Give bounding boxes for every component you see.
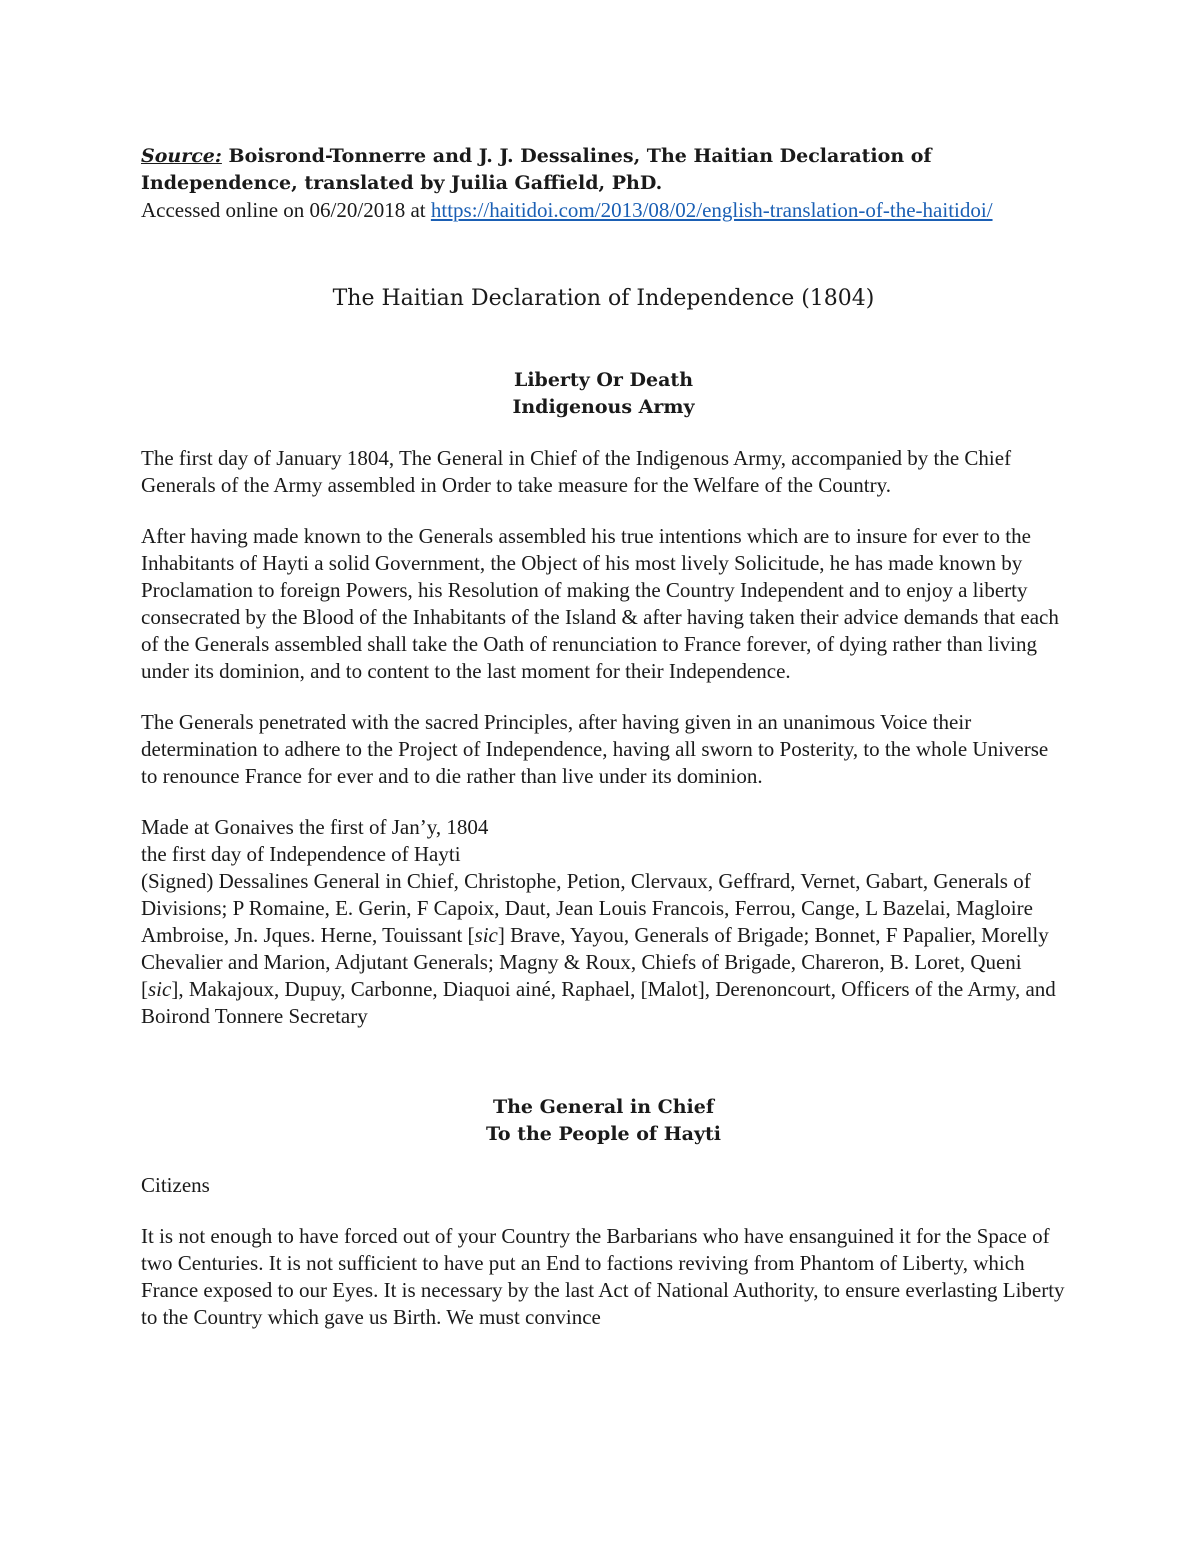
section-2-heading	[141, 1094, 1066, 1148]
source-citation-text: Boisrond-Tonnerre and J. J. Dessalines, The Haitian Declaration of Independence, translated by Juilia Gaffield, PhD.	[141, 145, 932, 194]
first-day-line: the first day of Independence of Hayti	[141, 842, 461, 866]
accessed-text: Accessed online on 06/20/2018 at	[141, 198, 431, 222]
heading-liberty-or-death: Liberty Or Death	[513, 369, 694, 391]
source-citation	[141, 143, 1066, 225]
sic-note: sic	[474, 923, 498, 947]
paragraph: The first day of January 1804, The General in Chief of the Indigenous Army, accompanied by the Chief Generals of the Army assembled in Order to take measure for the Welfare of the Country.	[141, 446, 1012, 497]
paragraph: It is not enough to have forced out of your Country the Barbarians who have ensanguined it for the Space of two Centuries. It is not sufficient to have put an End to factions reviving from Phantom of Liberty, which France exposed to our Eyes. It is necessary by the last Act of National Authority, to ensure everlasting Liberty to the Country which gave us Birth. We must convince	[141, 1224, 1065, 1329]
document-page	[141, 143, 1066, 1331]
signatories: (Signed) Dessalines General in Chief, Christophe, Petion, Clervaux, Geffrard, Vernet, Gabart, Generals of Divisions; P Romaine, E. Gerin, F Capoix, Daut, Jean Louis Francois, Ferrou, Cange, L Bazelai, Magloire Ambroise, Jn. Jques. Herne, Touissant [sic] Brave, Yayou, Generals of Brigade; Bonnet, F Papalier, Morelly Chevalier and Marion, Adjutant Generals; Magny & Roux, Chiefs of Brigade, Chareron, B. Loret, Queni [sic], Makajoux, Dupuy, Carbonne, Diaquoi ainé, Raphael, [Malot], Derenoncourt, Officers of the Army, and Boirond Tonnere Secretary	[141, 869, 1056, 1028]
made-at-line: Made at Gonaives the first of Jan’y, 1804	[141, 815, 489, 839]
salutation: Citizens	[141, 1173, 210, 1197]
signature-block	[141, 814, 1066, 1030]
heading-to-the-people: To the People of Hayti	[485, 1123, 722, 1145]
heading-general-in-chief: The General in Chief	[492, 1096, 715, 1118]
source-url-link[interactable]: https://haitidoi.com/2013/08/02/english-translation-of-the-haitidoi/	[430, 198, 993, 222]
sic-note: sic	[148, 977, 172, 1001]
paragraph: The Generals penetrated with the sacred Principles, after having given in an unanimous Voice their determination to adhere to the Project of Independence, having all sworn to Posterity, to the whole Universe to renounce France for ever and to die rather than live under its dominion.	[141, 710, 1049, 788]
source-label: Source:	[141, 145, 222, 167]
paragraph: After having made known to the Generals assembled his true intentions which are to insure for ever to the Inhabitants of Hayti a solid Government, the Object of his most lively Solicitude, he has made known by Proclamation to foreign Powers, his Resolution of making the Country Independent and to enjoy a liberty consecrated by the Blood of the Inhabitants of the Island & after having taken their advice demands that each of the Generals assembled shall take the Oath of renunciation to France forever, of dying rather than living under its dominion, and to content to the last moment for their Independence.	[141, 524, 1059, 683]
heading-indigenous-army: Indigenous Army	[512, 396, 695, 418]
page-title: The Haitian Declaration of Independence (1804)	[332, 286, 875, 311]
section-1-heading	[141, 367, 1066, 421]
